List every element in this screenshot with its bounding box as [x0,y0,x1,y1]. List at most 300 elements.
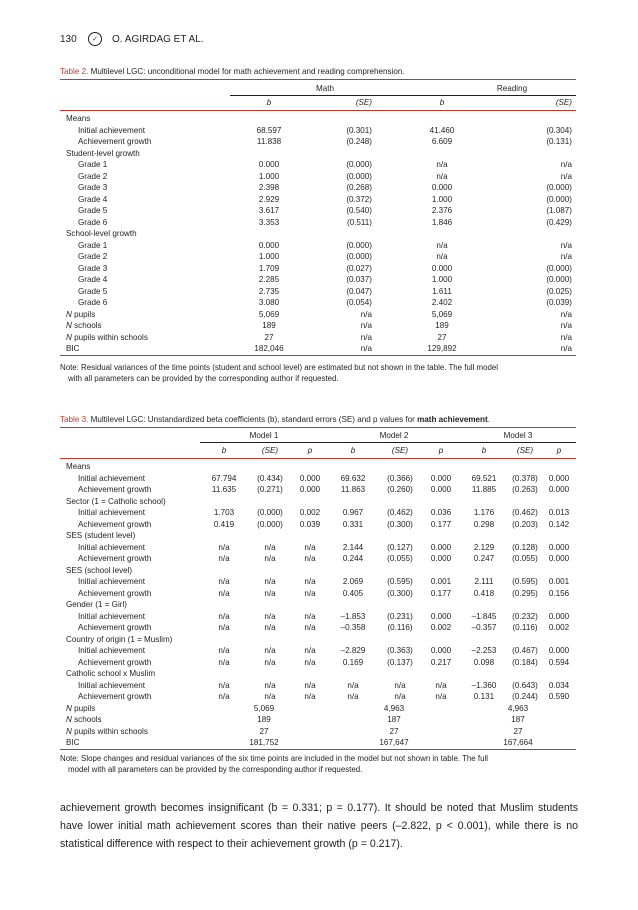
table3-cell: 69.521 [471,473,497,483]
table3-caption-text: Multilevel LGC: Unstandardized beta coefficients (b), standard errors (SE) and p values for [90,415,418,424]
table2-cell: (0.000) [346,171,372,181]
table2-cell: 189 [262,321,276,330]
table3-cell: –1.360 [471,680,497,690]
table3-subhead: p [438,445,444,455]
table3-group-header [60,430,576,442]
table2-cell: n/a [360,344,372,353]
table3-row [60,542,576,554]
table2-cell: n/a [360,332,372,342]
table2 [60,83,576,356]
table2-cell: n/a [436,252,448,261]
table3-cell: 189 [257,715,271,724]
table3-subhead: (SE) [261,445,279,455]
table2-cell: (0.037) [346,275,372,284]
table3-cell: n/a [264,657,276,667]
table3-note-line2: model with all parameters can be provided by the corresponding author if requested. [68,765,363,774]
table3-cell: 0.169 [342,657,364,667]
table3-cell: n/a [264,646,276,655]
table3-cell: 0.000 [430,473,452,483]
table2-row-label: Grade 1 [78,240,108,250]
table3-cell: 0.000 [548,611,570,621]
table2-cell: 1.000 [258,171,280,181]
table3-row [60,737,576,749]
table2-row-label: Initial achievement [78,125,146,135]
table2-row [60,111,576,125]
table3-cell: n/a [264,623,276,632]
table3-cell: 0.247 [473,554,495,563]
table3-cell: 2.144 [342,542,364,552]
table2-cell: 11.838 [256,137,282,146]
table2-subhead-b: b [439,98,445,107]
table2-cell: 129,892 [427,344,457,353]
table2-cell: 0.000 [258,240,280,250]
table2-row-label: Grade 5 [78,206,108,215]
table2-cell: (0.000) [546,263,572,273]
table2-cell: 1.000 [431,194,453,204]
table3-cell: n/a [304,554,316,563]
table3-cell: 0.000 [430,542,452,552]
table3-cell: 0.177 [430,519,452,529]
table2-subhead-se: (SE) [355,98,372,107]
table3-cell: n/a [347,692,359,701]
table3-row-label: Initial achievement [78,646,146,655]
table3-row-label: Initial achievement [78,508,146,517]
table3-row-label: Achievement growth [78,692,152,701]
table2-group-reading: Reading [378,83,576,95]
table2-row-label: Grade 1 [78,160,108,169]
table3-cell: 0.000 [548,473,570,483]
table3-cell: 27 [389,726,399,736]
table3-caption-bold: math achievement [417,415,488,424]
table3-row-label: Initial achievement [78,577,146,586]
table2-note-line2: with all parameters can be provided by the corresponding author if requested. [68,374,339,383]
table2-subheader [60,95,576,111]
table2-cell: n/a [560,160,572,169]
table3-cell: n/a [435,680,447,690]
table3-cell: (0.462) [387,508,413,517]
table3-row [60,657,576,669]
table3-caption [60,415,490,425]
table3-row [60,484,576,496]
table3-cell: 27 [259,726,269,736]
table3-cell: 0.177 [430,588,452,598]
table3-cell: 181,752 [249,738,279,747]
table2-cell: n/a [560,344,572,353]
table2-cell: 6.609 [431,137,453,146]
table3-cell: (0.244) [512,692,538,701]
table3-subhead: b [481,445,487,455]
table2-row [60,286,576,298]
table3-cell: n/a [264,577,276,586]
table3-cell: 27 [513,726,523,736]
table3-cell: n/a [394,680,406,690]
table2-row [60,263,576,275]
table3-cell: (0.295) [512,588,538,598]
table2-cell: 3.080 [258,298,280,307]
table3-cell: (0.055) [512,554,538,563]
table2-cell: (0.131) [546,137,572,146]
table3-row [60,519,576,531]
table2-row [60,194,576,206]
table2-row [60,343,576,355]
table2-row [60,217,576,229]
table3-row-label: Gender (1 = Girl) [66,600,127,609]
table2-cell: 27 [437,332,447,342]
table2-cell: 5,069 [258,309,280,319]
table3-cell: n/a [304,646,316,655]
table2-cell: (0.047) [346,286,372,296]
table2-note [60,362,580,384]
table3-subhead: (SE) [516,445,534,455]
table3-label: Table 3. [60,415,89,424]
table3-row-label: Achievement growth [78,623,152,632]
table2-row [60,171,576,183]
table2-cell: 1.611 [432,286,452,296]
table2-cell: (0.000) [346,252,372,261]
table3-cell: (0.055) [387,554,413,563]
table3-row-label: Initial achievement [78,611,146,621]
table2-cell: n/a [560,252,572,261]
table2-row-label: N schools [66,321,102,330]
table3-cell: n/a [394,692,406,701]
table2-row [60,297,576,309]
table3-row-label: Sector (1 = Catholic school) [66,496,166,506]
table2-cell: n/a [560,332,572,342]
table2-row-label: Grade 5 [78,286,108,296]
table2-row-label: Achievement growth [78,137,152,146]
table3-row [60,691,576,703]
table3-row-label: Achievement growth [78,588,152,598]
table3-cell: 187 [511,715,525,724]
table3-cell: n/a [218,692,230,701]
page-number: 130 [60,33,77,45]
table3-cell: n/a [264,692,276,701]
table2-row [60,159,576,171]
table3-cell: 11.863 [340,485,366,494]
table3-cell: 67.794 [211,473,237,483]
table3-cell: 0.000 [548,485,570,494]
table3-cell: n/a [218,680,230,690]
table2-row-label: Grade 6 [78,217,108,227]
table2-cell: (0.304) [546,125,572,135]
table2-subhead-b: b [266,98,272,107]
table3-cell: 0.244 [342,554,364,563]
table3-cell: n/a [264,611,276,621]
table3-row-label: Achievement growth [78,554,152,563]
table3-cell: –0.357 [471,623,497,632]
table3-row-label: Initial achievement [78,680,146,690]
table3-cell: 0.002 [548,623,570,632]
table2-cell: 68.597 [256,125,282,135]
table3-row-label: N schools [66,715,102,724]
table3-cell: 0.034 [548,680,570,690]
table3-row [60,473,576,485]
table2-row [60,240,576,252]
table3-cell: n/a [304,623,316,632]
table2-cell: 1.846 [431,217,453,227]
table2-cell: n/a [360,321,372,330]
table2-row [60,182,576,194]
table3-cell: 0.142 [548,519,570,529]
table2-cell: n/a [560,309,572,319]
table3-cell: 2.111 [474,577,494,586]
table2-cell: n/a [560,171,572,181]
table3-subhead: (SE) [391,445,409,455]
table3-cell: (0.300) [387,588,413,598]
table2-cell: 41.460 [429,125,455,135]
table2-cell: 1.000 [431,275,453,284]
table2-cell: (0.000) [546,275,572,284]
table3-row-label: Initial achievement [78,473,146,483]
table3 [60,430,576,750]
table3-cell: 0.418 [473,588,495,598]
table2-cell: (0.540) [346,206,372,215]
table3-cell: 4,963 [507,703,529,713]
table3-row [60,459,576,473]
table3-cell: 0.331 [342,519,364,529]
table3-row-label: Achievement growth [78,485,152,494]
table3-subhead: p [556,445,562,455]
table2-cell: 1.709 [258,263,280,273]
table3-cell: (0.128) [512,542,538,552]
running-header [60,32,204,46]
table3-row [60,576,576,588]
table3-cell: 0.039 [299,519,321,529]
table2-row-label: Grade 4 [78,194,108,204]
table3-cell: n/a [264,588,276,598]
table3-cell: n/a [264,542,276,552]
table3-subhead: b [350,445,356,455]
table2-cell: 189 [435,321,449,330]
table3-row [60,599,576,611]
table3-cell: 0.000 [548,542,570,552]
table2-row [60,136,576,148]
table2-cell: 0.000 [258,160,280,169]
table3-cell: 0.036 [430,508,452,517]
table2-cell: (0.054) [346,298,372,307]
body-paragraph: achievement growth becomes insignificant (b = 0.331; p = 0.177). It should be noted that Muslim students have lower initial math achievement scores than their native peers (–2.822, p < 0.001), while there is no statistical difference with respect to their achievement growth (p = 0.217). [60,802,578,850]
table3-row [60,588,576,600]
table2-row-label: Grade 2 [78,252,108,261]
table2-row [60,251,576,263]
table2-row [60,332,576,344]
table3-note [60,753,580,775]
table3-cell: n/a [264,680,276,690]
table2-cell: (0.429) [546,217,572,227]
table3-group-model3: Model 3 [460,430,576,442]
table3-cell: 2.129 [473,542,495,552]
table2-cell: (1.087) [546,206,572,215]
table2-row-label: N pupils within schools [66,332,148,342]
table2-row [60,148,576,160]
table2-row [60,228,576,240]
table2-cell: 1.000 [258,252,280,261]
journal-logo-icon: ✓ [88,32,102,46]
table2-row [60,125,576,137]
table3-row [60,565,576,577]
table3-caption-end: . [487,415,490,424]
table3-cell: 0.000 [430,611,452,621]
table2-row [60,320,576,332]
table3-cell: 0.001 [548,577,570,586]
table3-row [60,622,576,634]
table3-row-label: N pupils [66,703,96,713]
table2-cell: 5,069 [431,309,453,319]
table3-cell: 0.298 [473,519,495,529]
table3-group-model1: Model 1 [200,430,328,442]
table3-cell: (0.116) [512,623,538,632]
table3-cell: n/a [304,657,316,667]
table2-cell: 3.617 [258,206,280,215]
table3-cell: (0.127) [387,542,413,552]
table3-cell: 0.405 [342,588,364,598]
table3-cell: n/a [218,588,230,598]
table2-cell: (0.039) [546,298,572,307]
table3-row-label: Achievement growth [78,657,152,667]
table3-row [60,496,576,508]
table3-cell: n/a [218,554,230,563]
table3-cell: 167,647 [379,738,409,747]
table3-row [60,634,576,646]
table3-cell: 187 [387,715,401,724]
table3-cell: (0.366) [387,473,413,483]
table3-cell: n/a [304,542,316,552]
table3-top-rule [60,427,576,428]
table3-cell: 0.013 [548,508,570,517]
table3-cell: 2.069 [342,577,364,586]
table3-cell: (0.363) [387,646,413,655]
table3-cell: (0.378) [512,473,538,483]
table3-cell: 0.000 [430,554,452,563]
table2-cell: n/a [436,240,448,250]
table3-row [60,507,576,519]
table3-cell: n/a [304,611,316,621]
table2-cell: 2.735 [258,286,280,296]
table2-cell: (0.027) [346,263,372,273]
table2-cell: (0.511) [346,217,372,227]
table2-subhead-se: (SE) [555,98,572,107]
table3-row-label: Initial achievement [78,542,146,552]
table3-cell: 0.419 [213,519,235,529]
table3-row [60,645,576,657]
table3-cell: n/a [218,577,230,586]
table3-row-label: Country of origin (1 = Muslim) [66,634,173,644]
table2-cell: 182,046 [254,344,284,353]
table2-row-label: Grade 2 [78,171,108,181]
table3-cell: 0.098 [473,657,495,667]
table2-cell: (0.000) [346,160,372,169]
table3-row [60,668,576,680]
table2-note-line1: Note: Residual variances of the time points (student and school level) are estimated but not shown in the table. The full model [60,363,499,372]
table3-cell: 11.635 [211,485,237,494]
table2-row-label: Grade 3 [78,183,108,192]
table2-row-label: BIC [66,344,80,353]
table3-cell: n/a [347,680,359,690]
table2-cell: (0.248) [346,137,372,146]
table2-cell: (0.372) [346,194,372,204]
table3-cell: 69.632 [340,473,366,483]
table2-cell: (0.000) [546,183,572,192]
table3-cell: n/a [435,692,447,701]
table3-subheader [60,442,576,459]
table3-cell: (0.271) [257,485,283,494]
table3-cell: n/a [218,657,230,667]
table3-cell: n/a [218,611,230,621]
table3-cell: 167,664 [503,738,533,747]
table3-cell: n/a [304,692,316,701]
table3-row-label: Catholic school x Muslim [66,669,156,678]
table3-cell: (0.000) [257,519,283,529]
table3-cell: n/a [218,623,230,632]
table3-cell: 0.000 [548,554,570,563]
table2-cell: 27 [264,332,274,342]
table2-cell: (0.000) [346,240,372,250]
table3-row [60,530,576,542]
table2-group-math: Math [230,83,378,95]
table3-row [60,553,576,565]
table3-cell: –2.253 [471,646,497,655]
table2-row-label: Grade 6 [78,298,108,307]
table2-label: Table 2. [60,67,89,76]
table3-cell: (0.595) [512,577,538,586]
running-authors: O. AGIRDAG ET AL. [112,33,204,45]
table2-cell: n/a [560,240,572,250]
table3-cell: (0.184) [512,657,538,667]
table2-cell: n/a [360,309,372,319]
table3-cell: 0.156 [548,588,570,598]
table3-row-label: SES (school level) [66,565,133,575]
table3-cell: 4,963 [383,703,405,713]
table3-cell: n/a [304,577,316,586]
table3-cell: n/a [304,588,316,598]
table3-row [60,703,576,715]
table3-cell: 5,069 [253,703,275,713]
table2-caption [60,67,405,77]
table3-cell: (0.300) [387,519,413,529]
table3-row-label: N pupils within schools [66,726,148,736]
table3-cell: 0.002 [299,508,321,517]
table2-row [60,309,576,321]
table3-cell: 11.885 [471,485,497,494]
table3-cell: n/a [264,554,276,563]
table2-cell: 0.000 [431,183,453,192]
table3-cell: n/a [218,542,230,552]
table2-cell: n/a [560,321,572,330]
table3-row [60,611,576,623]
table2-cell: (0.025) [546,286,572,296]
table3-cell: 0.000 [299,473,321,483]
table3-cell: –0.358 [340,623,366,632]
table2-row-label: Means [66,114,91,123]
table3-cell: (0.595) [387,577,413,586]
table2-row-label: Grade 3 [78,263,108,273]
table3-cell: (0.137) [387,657,413,667]
table3-cell: –2.829 [340,646,366,655]
table3-cell: 0.131 [473,692,495,701]
table3-cell: 0.594 [548,657,570,667]
table3-row [60,726,576,738]
table2-cell: n/a [436,171,448,181]
table3-row [60,680,576,692]
table3-cell: 0.217 [430,657,452,667]
table2-row-label: Grade 4 [78,275,108,284]
table3-cell: (0.203) [512,519,538,529]
table2-cell: 2.402 [431,298,453,307]
table3-row-label: BIC [66,738,80,747]
table3-cell: (0.232) [512,611,538,621]
table3-subhead: p [307,445,313,455]
table2-caption-text: Multilevel LGC: unconditional model for math achievement and reading comprehension. [90,67,405,76]
